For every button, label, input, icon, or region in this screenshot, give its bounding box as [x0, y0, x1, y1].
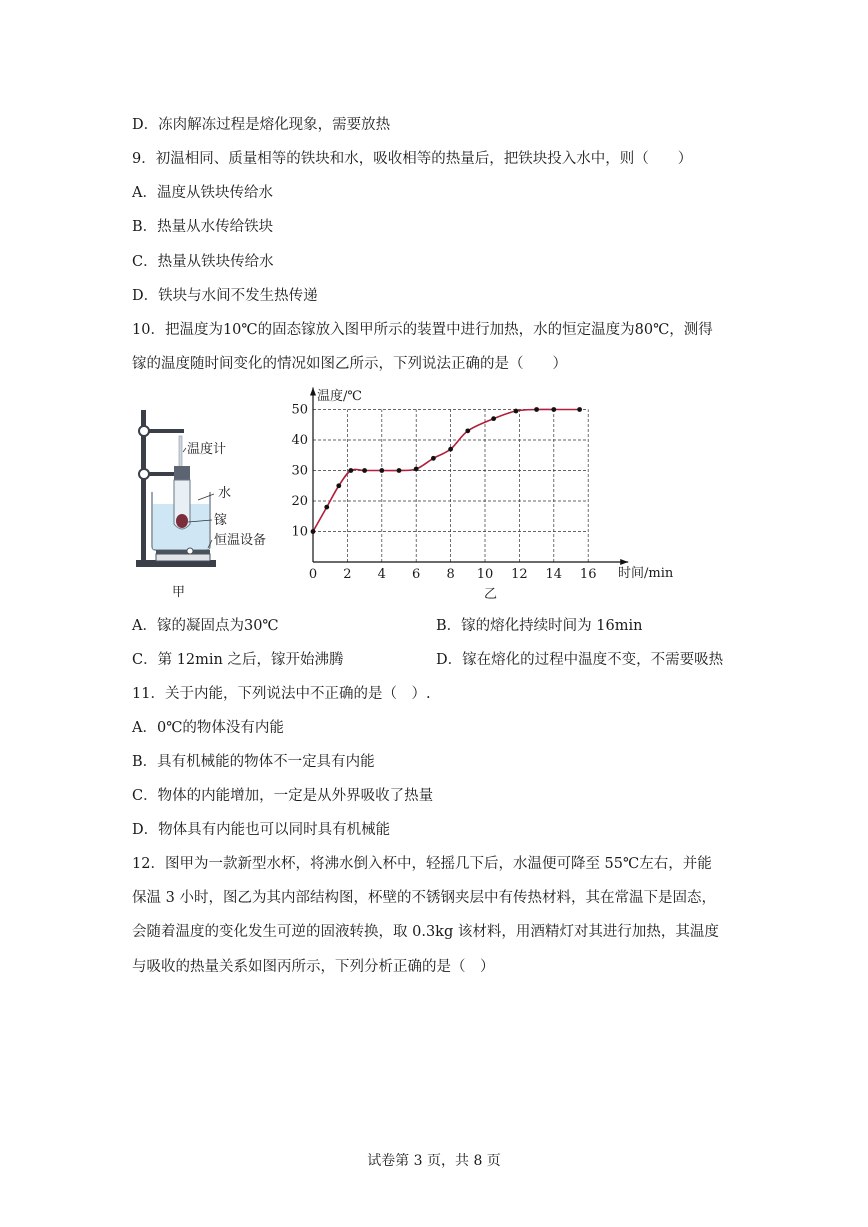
- q9-stem: 9．初温相同、质量相等的铁块和水，吸收相等的热量后，把铁块投入水中，则（ ）: [132, 151, 693, 167]
- gallium-label: 镓: [214, 513, 228, 528]
- upper-clamp-arm: [148, 429, 184, 433]
- y-tick-label: 30: [291, 463, 308, 479]
- y-tick-label: 10: [291, 524, 308, 540]
- data-point: [397, 468, 402, 473]
- q11-option-a: A．0℃的物体没有内能: [132, 720, 284, 736]
- data-point: [311, 529, 316, 534]
- x-axis-label: 时间/min: [618, 566, 674, 581]
- thermometer-label: 温度计: [187, 442, 227, 457]
- apparatus-caption: 甲: [172, 585, 186, 600]
- q11-option-b: B．具有机械能的物体不一定具有内能: [132, 754, 375, 770]
- x-tick-label: 10: [476, 567, 494, 582]
- q10-option-a: A．镓的凝固点为30℃: [132, 618, 279, 634]
- q10-option-d: D．镓在熔化的过程中温度不变，不需要吸热: [436, 652, 724, 668]
- x-tick-label: 8: [446, 567, 455, 582]
- data-point: [551, 407, 556, 412]
- page-footer: 试卷第 3 页，共 8 页: [367, 1153, 501, 1169]
- data-point: [514, 409, 519, 414]
- x-axis-arrow: [620, 559, 628, 565]
- data-point: [324, 505, 329, 510]
- y-axis-arrow: [310, 388, 316, 396]
- upper-clamp-knob: [139, 426, 149, 436]
- q10-stem-line1: 10．把温度为10℃的固态镓放入图甲所示的装置中进行加热，水的恒定温度为80℃，测得: [132, 322, 713, 338]
- data-point: [577, 407, 582, 412]
- y-axis-label: 温度/℃: [317, 389, 362, 404]
- x-tick-label: 4: [377, 567, 386, 582]
- q12-stem-line4: 与吸收的热量关系如图丙所示，下列分析正确的是（ ）: [132, 959, 495, 975]
- y-tick-label: 50: [291, 402, 308, 418]
- q11-option-c: C．物体的内能增加，一定是从外界吸收了热量: [132, 788, 434, 804]
- q10-option-c: C．第 12min 之后，镓开始沸腾: [132, 652, 344, 668]
- data-point: [448, 447, 453, 452]
- x-tick-label: 14: [545, 567, 563, 582]
- data-point: [465, 428, 470, 433]
- data-point: [431, 456, 436, 461]
- data-point: [534, 407, 539, 412]
- water-leader: [198, 494, 214, 500]
- x-tick-label: 6: [412, 567, 421, 582]
- temperature-time-chart: [285, 380, 685, 605]
- thermometer-leader: [183, 448, 186, 452]
- q9-option-b: B．热量从水传给铁块: [132, 219, 274, 235]
- test-tube-clamp: [174, 466, 190, 480]
- heater-body: [156, 554, 210, 561]
- lower-clamp-knob: [139, 469, 149, 479]
- apparatus-figure: [128, 400, 288, 600]
- q9-option-d: D．铁块与水间不发生热传递: [132, 288, 318, 304]
- data-point: [414, 467, 419, 472]
- heater-knob: [187, 548, 193, 554]
- y-tick-label: 20: [291, 494, 308, 509]
- q12-stem-line1: 12．图甲为一款新型水杯，将沸水倒入杯中，轻摇几下后，水温便可降至 55℃左右，并能: [132, 856, 712, 872]
- data-point: [336, 483, 341, 488]
- q10-stem-line2: 镓的温度随时间变化的情况如图乙所示，下列说法正确的是（ ）: [132, 356, 567, 372]
- data-point: [379, 468, 384, 473]
- q8-option-d: D．冻肉解冻过程是熔化现象，需要放热: [132, 117, 391, 133]
- q12-stem-line3: 会随着温度的变化发生可逆的固液转换，取 0.3kg 该材料，用酒精灯对其进行加热，其温度: [132, 924, 719, 940]
- q10-option-b: B．镓的熔化持续时间为 16min: [436, 618, 643, 634]
- heater-top: [156, 550, 210, 554]
- q11-option-d: D．物体具有内能也可以同时具有机械能: [132, 822, 391, 838]
- x-tick-label: 0: [308, 567, 318, 582]
- water-label: 水: [218, 486, 232, 501]
- q11-stem: 11．关于内能，下列说法中不正确的是（ ）.: [132, 686, 431, 702]
- x-tick-label: 16: [579, 567, 597, 582]
- device-label: 恒温设备: [214, 533, 267, 548]
- x-tick-label: 12: [511, 567, 528, 582]
- y-tick-label: 40: [291, 433, 308, 448]
- data-point: [348, 468, 353, 473]
- data-point: [362, 468, 367, 473]
- q12-stem-line2: 保温 3 小时，图乙为其内部结构图，杯壁的不锈钢夹层中有传热材料，其在常温下是固态，: [132, 890, 716, 906]
- q9-option-a: A．温度从铁块传给水: [132, 185, 273, 201]
- gallium-sample: [176, 514, 188, 528]
- chart-caption: 乙: [484, 587, 498, 602]
- q9-option-c: C．热量从铁块传给水: [132, 254, 274, 270]
- x-tick-label: 2: [343, 567, 352, 582]
- data-point: [491, 416, 496, 421]
